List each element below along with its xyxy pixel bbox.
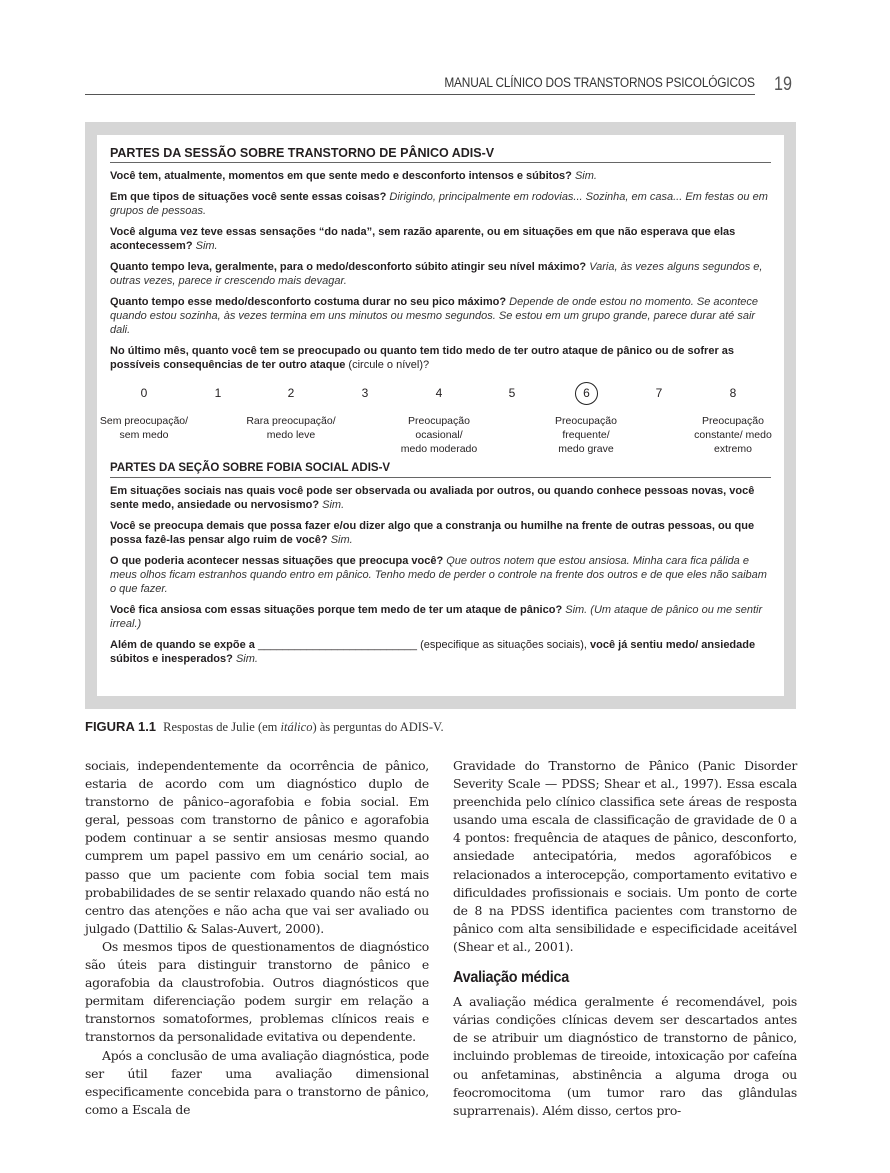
- question: Quanto tempo leva, geralmente, para o medo/desconforto súbito atingir seu nível máximo?: [110, 261, 587, 273]
- anchor-line: Sem preocupação/: [99, 415, 189, 427]
- anchor-4: [384, 414, 494, 456]
- panic-section-title: PARTES DA SESSÃO SOBRE TRANSTORNO DE PÂNICO ADIS-V: [110, 145, 771, 163]
- qa-item: [110, 554, 771, 596]
- question: Você fica ansiosa com essas situações porque tem medo de ter um ataque de pânico?: [110, 604, 563, 616]
- anchor-8: [678, 414, 788, 456]
- anchor-line: medo moderado: [400, 443, 478, 455]
- anchor-line: extremo: [714, 443, 752, 455]
- page-number: 19: [774, 74, 792, 95]
- scale-value-3: 3: [361, 386, 369, 400]
- figure-label: FIGURA 1.1: [85, 719, 157, 734]
- caption-italic: itálico: [280, 720, 313, 734]
- figure-inner-panel: [97, 135, 784, 696]
- answer: Depende de onde estou no momento. Se acontece quando estou sozinha, às vezes termina em uns minutos ou mesmo segundos. Se estou em um grupo grande, parece durar até sair dali.: [110, 296, 759, 336]
- answer: Sim.: [195, 240, 218, 252]
- question: Em que tipos de situações você sente essas coisas?: [110, 191, 387, 203]
- question: O que poderia acontecer nessas situações que preocupa você?: [110, 555, 444, 567]
- running-title: MANUAL CLÍNICO DOS TRANSTORNOS PSICOLÓGICOS: [444, 75, 755, 90]
- anchor-line: Preocupação: [408, 415, 470, 427]
- subheading-medical-evaluation: Avaliação médica: [453, 969, 570, 987]
- answer: Varia, às vezes alguns segundos e, outras vezes, parece ir crescendo mais devagar.: [110, 261, 763, 287]
- anchor-line: Rara preocupação/: [246, 415, 336, 427]
- scale-value-8: 8: [729, 386, 737, 400]
- anchor-2: [236, 414, 346, 442]
- qa-item: [110, 169, 771, 183]
- scale-question: [110, 344, 771, 372]
- answer: Sim.: [322, 499, 345, 511]
- paragraph: Os mesmos tipos de questionamentos de diagnóstico são úteis para distinguir transtorno de pânico e agorafobia da claustrofobia. Outros diagnósticos que permitam diferenciação podem surgir em relação a transtornos somatoformes, problemas clínicos reais e transtornos da personalidade evitativa ou dependente.: [85, 938, 429, 1045]
- scale-note: (circule o nível)?: [348, 359, 430, 371]
- question: Você se preocupa demais que possa fazer e/ou dizer algo que a constranja ou humilhe na frente de outras pessoas, ou que possa fazê-las pensar algo ruim de você?: [110, 520, 755, 546]
- severity-scale: [110, 380, 771, 410]
- social-phobia-section-title: PARTES DA SEÇÃO SOBRE FOBIA SOCIAL ADIS-V: [110, 460, 771, 478]
- scale-value-7: 7: [655, 386, 663, 400]
- question: Em situações sociais nas quais você pode ser observada ou avaliada por outros, ou quando conhece pessoas novas, você sente medo, ansiedade ou nervosismo?: [110, 485, 755, 511]
- paragraph: sociais, independentemente da ocorrência de pânico, estaria de acordo com um diagnóstico duplo de transtorno de pânico–agorafobia e fobia social. Em geral, pessoas com transtorno de pânico e agorafobia podem continuar a se sentir ansiosas mesmo quando cumprem um papel passivo em um cenário social, ao passo que um paciente com fobia social tem mais probabilidades de se sentir relaxado quando não está no centro das atenções e não acha que vai ser avaliado ou julgado (Dattilio & Salas-Auvert, 2000).: [85, 758, 429, 936]
- qa-item: [110, 225, 771, 253]
- qa-item: [110, 519, 771, 547]
- blank-note: (especifique as situações sociais),: [420, 639, 587, 651]
- paragraph: A avaliação médica geralmente é recomendável, pois várias condições clínicas devem ser descartados antes de se atribuir um diagnóstico de transtorno de pânico, incluindo problemas de tireoide, intoxicação por cafeína ou anfetaminas, abstinência a alguma droga ou feocromocitoma (um tumor raro das glândulas suprarrenais). Além disso, certos pro-: [453, 994, 797, 1118]
- anchor-line: frequente/: [562, 429, 610, 441]
- caption-text-end: ) às perguntas do ADIS-V.: [312, 720, 444, 734]
- qa-item: [110, 295, 771, 337]
- qa-item: [110, 484, 771, 512]
- anchor-line: sem medo: [119, 429, 169, 441]
- paragraph: Gravidade do Transtorno de Pânico (Panic Disorder Severity Scale — PDSS; Shear et al., 1997). Essa escala preenchida pelo clínico classifica sete áreas de resposta usando uma escala de classificação de gravidade de 0 a 4 pontos: frequência de ataques de pânico, desconforto, ansiedade antecipatória, medos agorafóbicos e relacionados a interocepção, comportamento evitativo e dificuldades profissionais e sociais. Um ponto de corte de 8 na PDSS identifica pacientes com transtorno de pânico com alta sensibilidade e especificidade aceitável (Shear et al., 2001).: [453, 758, 797, 954]
- anchor-line: Preocupação: [555, 415, 617, 427]
- body-column-left: [85, 757, 429, 1119]
- fill-in-blank: __________________________: [257, 639, 417, 651]
- scale-value-0: 0: [140, 386, 148, 400]
- qa-item-last: [110, 638, 771, 666]
- answer: Sim. (Um ataque de pânico ou me sentir irreal.): [110, 604, 763, 630]
- running-header: [85, 72, 755, 95]
- figure-caption: [85, 719, 685, 735]
- answer: Sim.: [330, 534, 353, 546]
- question: Quanto tempo esse medo/desconforto costuma durar no seu pico máximo?: [110, 296, 507, 308]
- anchor-6: [531, 414, 641, 456]
- answer: Dirigindo, principalmente em rodovias... Sozinha, em casa... Em festas ou em grupos de pessoas.: [110, 191, 768, 217]
- anchor-0: [89, 414, 199, 442]
- figure-1-1-frame: [85, 122, 796, 709]
- body-column-right: [453, 757, 797, 1120]
- scale-value-2: 2: [287, 386, 295, 400]
- question: Você alguma vez teve essas sensações “do nada”, sem razão aparente, ou em situações em que não esperava que elas acontecessem?: [110, 226, 736, 252]
- anchor-line: Preocupação: [702, 415, 764, 427]
- answer: Sim.: [574, 170, 597, 182]
- scale-value-1: 1: [214, 386, 222, 400]
- question: Você tem, atualmente, momentos em que sente medo e desconforto intensos e súbitos?: [110, 170, 572, 182]
- caption-text: Respostas de Julie (em: [163, 720, 278, 734]
- qa-item: [110, 260, 771, 288]
- scale-anchors: [99, 414, 772, 458]
- question: No último mês, quanto você tem se preocupado ou quanto tem tido medo de ter outro ataque de pânico ou de sofrer as possíveis consequências de ter outro ataque: [110, 345, 735, 371]
- qa-item: [110, 190, 771, 218]
- question: Além de quando se expõe a: [110, 639, 255, 651]
- figure-content: [99, 145, 772, 673]
- paragraph: Após a conclusão de uma avaliação diagnóstica, pode ser útil fazer uma avaliação dimensional especificamente concebida para o transtorno de pânico, como a Escala de: [85, 1047, 429, 1117]
- anchor-line: constante/ medo: [694, 429, 772, 441]
- answer: Sim.: [235, 653, 258, 665]
- answer: Que outros notem que estou ansiosa. Minha cara fica pálida e meus olhos ficam estranhos quando entro em pânico. Tenho medo de perder o controle na frente dos outros e de que eles não saibam o que fazer.: [110, 555, 767, 595]
- anchor-line: ocasional/: [415, 429, 463, 441]
- scale-value-6-circled: 6: [575, 382, 598, 405]
- qa-item: [110, 603, 771, 631]
- question: você já sentiu medo/ ansiedade súbitos e inesperados?: [110, 639, 756, 665]
- scale-value-5: 5: [508, 386, 516, 400]
- anchor-line: medo leve: [266, 429, 316, 441]
- scale-value-4: 4: [435, 386, 443, 400]
- anchor-line: medo grave: [558, 443, 614, 455]
